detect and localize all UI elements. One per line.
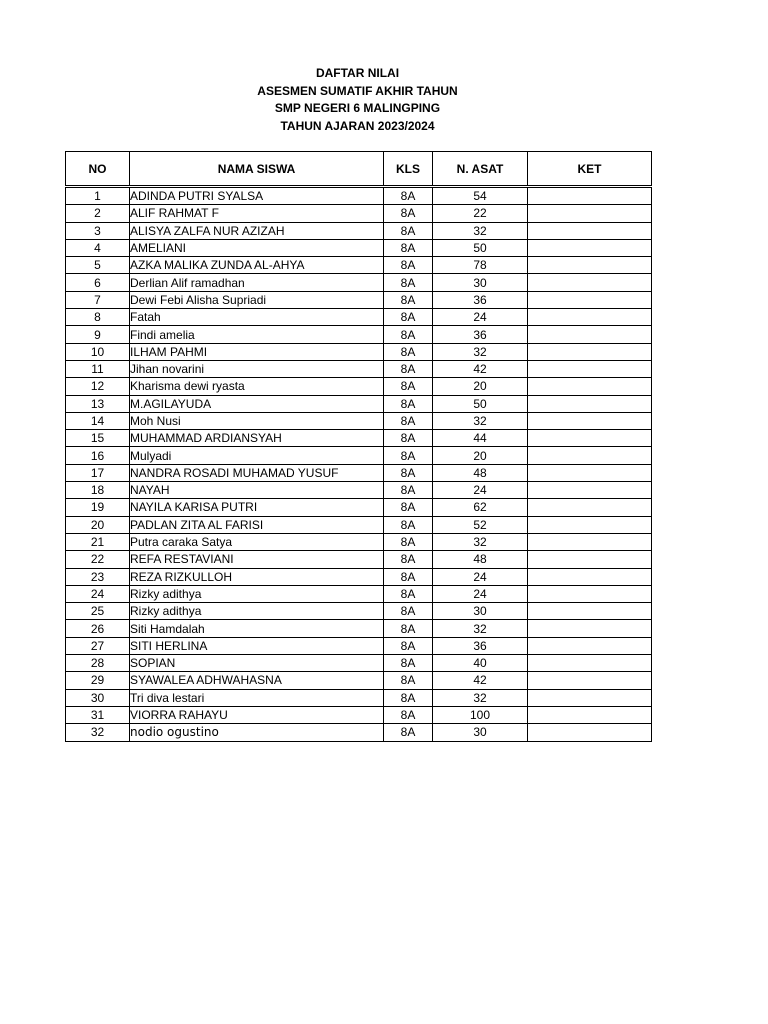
table-body (66, 187, 652, 742)
notes-cell (528, 360, 652, 377)
class-cell: 8A (384, 326, 433, 343)
notes-cell (528, 620, 652, 637)
row-number: 11 (66, 360, 130, 377)
row-number: 6 (66, 274, 130, 291)
row-number: 22 (66, 551, 130, 568)
class-cell: 8A (384, 655, 433, 672)
row-number: 1 (66, 187, 130, 205)
student-name: NAYILA KARISA PUTRI (130, 499, 384, 516)
table-row (66, 482, 652, 499)
student-name: ALISYA ZALFA NUR AZIZAH (130, 222, 384, 239)
table-row (66, 447, 652, 464)
score-cell: 78 (433, 257, 528, 274)
score-cell: 30 (433, 274, 528, 291)
class-cell: 8A (384, 464, 433, 481)
row-number: 21 (66, 533, 130, 550)
score-cell: 48 (433, 551, 528, 568)
column-header-score: N. ASAT (433, 152, 528, 187)
student-name: Putra caraka Satya (130, 533, 384, 550)
student-name: SOPIAN (130, 655, 384, 672)
class-cell: 8A (384, 430, 433, 447)
class-cell: 8A (384, 724, 433, 741)
table-row (66, 395, 652, 412)
class-cell: 8A (384, 533, 433, 550)
table-row (66, 603, 652, 620)
notes-cell (528, 672, 652, 689)
class-cell: 8A (384, 343, 433, 360)
student-name: ADINDA PUTRI SYALSA (130, 187, 384, 205)
class-cell: 8A (384, 239, 433, 256)
score-cell: 32 (433, 689, 528, 706)
notes-cell (528, 343, 652, 360)
row-number: 3 (66, 222, 130, 239)
notes-cell (528, 516, 652, 533)
class-cell: 8A (384, 689, 433, 706)
score-cell: 32 (433, 620, 528, 637)
row-number: 13 (66, 395, 130, 412)
score-cell: 44 (433, 430, 528, 447)
doc-subtitle-school: SMP NEGERI 6 MALINGPING (274, 101, 441, 115)
student-name: NANDRA ROSADI MUHAMAD YUSUF (130, 464, 384, 481)
table-row (66, 360, 652, 377)
student-name: M.AGILAYUDA (130, 395, 384, 412)
student-name: SITI HERLINA (130, 637, 384, 654)
table-row (66, 187, 652, 205)
column-header-name: NAMA SISWA (130, 152, 384, 187)
class-cell: 8A (384, 187, 433, 205)
score-cell: 32 (433, 533, 528, 550)
notes-cell (528, 395, 652, 412)
student-name: Findi amelia (130, 326, 384, 343)
class-cell: 8A (384, 585, 433, 602)
row-number: 19 (66, 499, 130, 516)
column-header-no: NO (66, 152, 130, 187)
score-cell: 30 (433, 724, 528, 741)
student-name: REFA RESTAVIANI (130, 551, 384, 568)
table-row (66, 533, 652, 550)
table-header-row (66, 152, 652, 187)
table-row (66, 672, 652, 689)
score-cell: 36 (433, 291, 528, 308)
notes-cell (528, 222, 652, 239)
student-name: REZA RIZKULLOH (130, 568, 384, 585)
row-number: 26 (66, 620, 130, 637)
notes-cell (528, 655, 652, 672)
table-row (66, 430, 652, 447)
table-row (66, 257, 652, 274)
score-cell: 24 (433, 309, 528, 326)
notes-cell (528, 291, 652, 308)
score-cell: 24 (433, 585, 528, 602)
table-row (66, 724, 652, 741)
notes-cell (528, 412, 652, 429)
row-number: 18 (66, 482, 130, 499)
table-row (66, 706, 652, 723)
score-cell: 62 (433, 499, 528, 516)
class-cell: 8A (384, 309, 433, 326)
class-cell: 8A (384, 568, 433, 585)
row-number: 16 (66, 447, 130, 464)
table-row (66, 516, 652, 533)
notes-cell (528, 706, 652, 723)
class-cell: 8A (384, 620, 433, 637)
score-cell: 40 (433, 655, 528, 672)
row-number: 32 (66, 724, 130, 741)
score-cell: 42 (433, 672, 528, 689)
table-row (66, 499, 652, 516)
table-row (66, 291, 652, 308)
class-cell: 8A (384, 395, 433, 412)
score-cell: 20 (433, 447, 528, 464)
student-name: Derlian Alif ramadhan (130, 274, 384, 291)
student-name: Siti Hamdalah (130, 620, 384, 637)
student-name: Mulyadi (130, 447, 384, 464)
student-name: PADLAN ZITA AL FARISI (130, 516, 384, 533)
table-row (66, 205, 652, 222)
class-cell: 8A (384, 516, 433, 533)
score-cell: 32 (433, 343, 528, 360)
notes-cell (528, 239, 652, 256)
notes-cell (528, 568, 652, 585)
score-cell: 50 (433, 395, 528, 412)
table-row (66, 464, 652, 481)
table-row (66, 689, 652, 706)
class-cell: 8A (384, 360, 433, 377)
student-name: AZKA MALIKA ZUNDA AL-AHYA (130, 257, 384, 274)
row-number: 5 (66, 257, 130, 274)
table-row (66, 343, 652, 360)
student-name: Dewi Febi Alisha Supriadi (130, 291, 384, 308)
notes-cell (528, 585, 652, 602)
student-name: Rizky adithya (130, 603, 384, 620)
score-cell: 24 (433, 568, 528, 585)
notes-cell (528, 257, 652, 274)
student-name: SYAWALEA ADHWAHASNA (130, 672, 384, 689)
doc-title: DAFTAR NILAI (315, 66, 400, 80)
student-name: Tri diva lestari (130, 689, 384, 706)
notes-cell (528, 482, 652, 499)
table-row (66, 412, 652, 429)
student-name: AMELIANI (130, 239, 384, 256)
row-number: 9 (66, 326, 130, 343)
score-cell: 32 (433, 222, 528, 239)
table-row (66, 239, 652, 256)
score-cell: 36 (433, 326, 528, 343)
row-number: 28 (66, 655, 130, 672)
score-cell: 36 (433, 637, 528, 654)
class-cell: 8A (384, 482, 433, 499)
student-name: ALIF RAHMAT F (130, 205, 384, 222)
row-number: 24 (66, 585, 130, 602)
class-cell: 8A (384, 603, 433, 620)
table-row (66, 274, 652, 291)
row-number: 25 (66, 603, 130, 620)
class-cell: 8A (384, 205, 433, 222)
student-name: Rizky adithya (130, 585, 384, 602)
student-name: Jihan novarini (130, 360, 384, 377)
table-row (66, 637, 652, 654)
score-cell: 32 (433, 412, 528, 429)
class-cell: 8A (384, 447, 433, 464)
notes-cell (528, 309, 652, 326)
score-cell: 48 (433, 464, 528, 481)
row-number: 7 (66, 291, 130, 308)
table-row (66, 222, 652, 239)
notes-cell (528, 378, 652, 395)
table-row (66, 655, 652, 672)
row-number: 14 (66, 412, 130, 429)
class-cell: 8A (384, 274, 433, 291)
doc-subtitle-year: TAHUN AJARAN 2023/2024 (280, 118, 435, 133)
student-name: nodio ogustino (130, 724, 384, 741)
notes-cell (528, 447, 652, 464)
score-cell: 52 (433, 516, 528, 533)
score-cell: 54 (433, 187, 528, 205)
row-number: 30 (66, 689, 130, 706)
notes-cell (528, 274, 652, 291)
class-cell: 8A (384, 222, 433, 239)
row-number: 31 (66, 706, 130, 723)
class-cell: 8A (384, 499, 433, 516)
class-cell: 8A (384, 706, 433, 723)
notes-cell (528, 205, 652, 222)
table-row (66, 378, 652, 395)
column-header-class: KLS (384, 152, 433, 187)
notes-cell (528, 724, 652, 741)
row-number: 12 (66, 378, 130, 395)
student-name: Fatah (130, 309, 384, 326)
score-cell: 20 (433, 378, 528, 395)
table-row (66, 568, 652, 585)
row-number: 4 (66, 239, 130, 256)
table-row (66, 326, 652, 343)
notes-cell (528, 689, 652, 706)
row-number: 23 (66, 568, 130, 585)
score-cell: 42 (433, 360, 528, 377)
notes-cell (528, 637, 652, 654)
notes-cell (528, 551, 652, 568)
class-cell: 8A (384, 672, 433, 689)
notes-cell (528, 187, 652, 205)
score-cell: 50 (433, 239, 528, 256)
notes-cell (528, 603, 652, 620)
class-cell: 8A (384, 291, 433, 308)
score-cell: 30 (433, 603, 528, 620)
document-header (0, 65, 715, 135)
doc-subtitle-assessment: ASESMEN SUMATIF AKHIR TAHUN (257, 83, 458, 98)
table-row (66, 620, 652, 637)
notes-cell (528, 533, 652, 550)
student-name: MUHAMMAD ARDIANSYAH (130, 430, 384, 447)
class-cell: 8A (384, 378, 433, 395)
student-name: ILHAM PAHMI (130, 343, 384, 360)
notes-cell (528, 326, 652, 343)
row-number: 10 (66, 343, 130, 360)
row-number: 27 (66, 637, 130, 654)
student-name: Moh Nusi (130, 412, 384, 429)
student-name: VIORRA RAHAYU (130, 706, 384, 723)
grades-table (65, 151, 652, 742)
row-number: 17 (66, 464, 130, 481)
class-cell: 8A (384, 551, 433, 568)
table-row (66, 551, 652, 568)
class-cell: 8A (384, 412, 433, 429)
score-cell: 100 (433, 706, 528, 723)
student-name: NAYAH (130, 482, 384, 499)
row-number: 20 (66, 516, 130, 533)
score-cell: 22 (433, 205, 528, 222)
class-cell: 8A (384, 637, 433, 654)
notes-cell (528, 430, 652, 447)
score-cell: 24 (433, 482, 528, 499)
table-row (66, 309, 652, 326)
row-number: 29 (66, 672, 130, 689)
notes-cell (528, 464, 652, 481)
student-name: Kharisma dewi ryasta (130, 378, 384, 395)
notes-cell (528, 499, 652, 516)
row-number: 2 (66, 205, 130, 222)
row-number: 15 (66, 430, 130, 447)
row-number: 8 (66, 309, 130, 326)
column-header-notes: KET (528, 152, 652, 187)
table-row (66, 585, 652, 602)
class-cell: 8A (384, 257, 433, 274)
